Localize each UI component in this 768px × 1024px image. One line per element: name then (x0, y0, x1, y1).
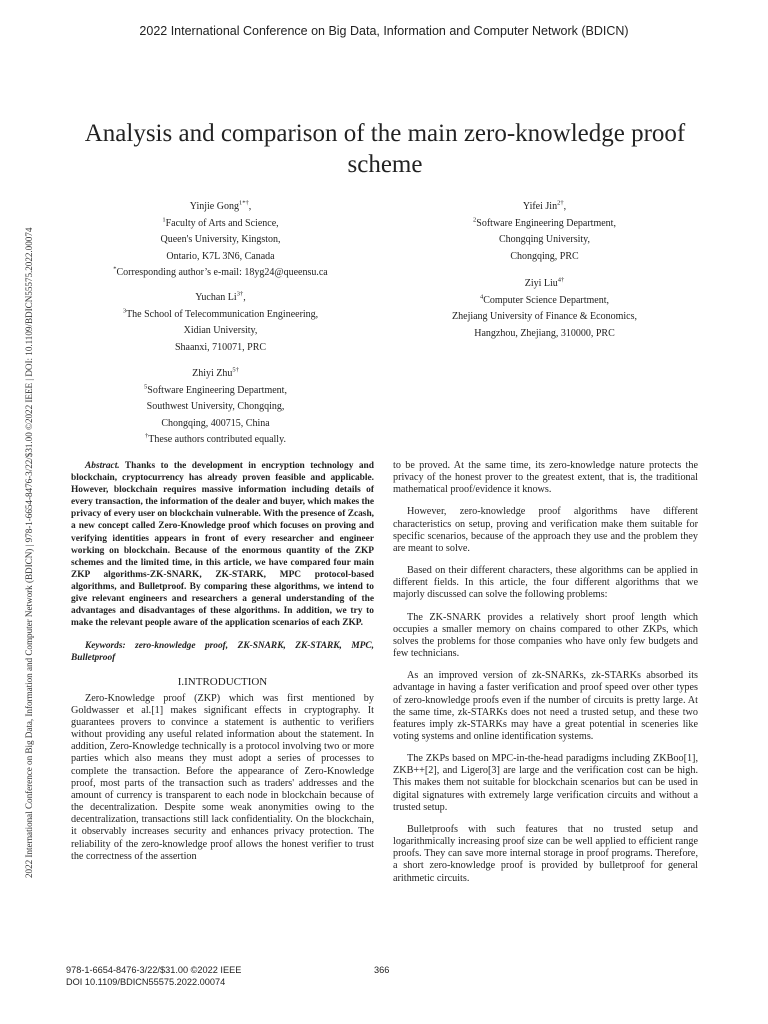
author-name: Yinjie Gong (189, 201, 239, 212)
page-number: 366 (374, 965, 390, 975)
author-affiliation: Chongqing, 400715, China (161, 417, 270, 429)
author-name: Zhiyi Zhu (192, 368, 233, 379)
abstract (71, 460, 374, 629)
abstract-label: Abstract. (85, 461, 120, 471)
author-affiliation: Software Engineering Department, (147, 384, 287, 396)
body-paragraph: The ZKPs based on MPC-in-the-head paradigms including ZKBoo[1], ZKB++[2], and Ligero[3] are large and the verification cost can be high. This makes them not suitable for blockchain scenarios but can be used in digital signatures with extremely large verification circuits and without a trusted setup. (393, 753, 698, 813)
author-affiliation: Xidian University, (183, 325, 258, 336)
author-block: Yinjie Gong$^{1*\dagger}$, $^1$Faculty of Arts and Science, Queen's University, Kingston, Ontario, K7L 3N6, Canada *Corresponding author’s e-mail: 18yg24@queensu.ca (98, 199, 343, 282)
paper-title: Analysis and comparison of the main zero-knowledge proof scheme (84, 120, 686, 178)
author-affiliation: Software Engineering Department, (476, 217, 616, 229)
side-identifier-strip: 2022 International Conference on Big Data, Information and Computer Network (BDICN) | 978-1-6654-8476-3/22/$31.00 ©2022 IEEE | DOI: 10.1109/BDICN55575.2022.00074 (24, 227, 34, 878)
right-column (393, 460, 698, 885)
body-paragraph: Bulletproofs with such features that no trusted setup and logarithmically increasing proof size can be well applied to efficient range proofs. They can save more internal storage in proof programs. Therefore, a short zero-knowledge proof is provided by bulletproof for general arithmetic circuits. (393, 823, 698, 884)
author-affiliation: Southwest University, Chongqing, (146, 401, 285, 412)
left-column (71, 460, 374, 863)
conference-header: 2022 International Conference on Big Data, Information and Computer Network (BDICN) (139, 24, 629, 38)
author-block: Yuchan $Li^{3\dagger}$, $^3$The School of Telecommunication Engineering, Xidian University, Shaanxi, 710071, PRC (98, 290, 343, 356)
author-affiliation: Zhejiang University of Finance & Economics, (452, 311, 637, 322)
footer-doi: DOI 10.1109/BDICN55575.2022.00074 (66, 976, 226, 987)
author-affiliation: Hangzhou, Zhejiang, 310000, PRC (474, 327, 615, 339)
author-affiliation: Ontario, K7L 3N6, Canada (166, 250, 275, 262)
author-affiliation: Computer Science Department, (483, 294, 610, 306)
footer-isbn: 978-1-6654-8476-3/22/$31.00 ©2022 IEEE (66, 965, 242, 975)
author-affiliation: Chongqing University, (498, 234, 590, 245)
author-affiliation: Faculty of Arts and Science, (165, 217, 279, 229)
author-name: Ziyi Liu (524, 278, 558, 289)
body-paragraph: to be proved. At the same time, its zero-knowledge nature protects the privacy of the honest prover to the greatest extent, that is, the traditional mathematical proof/evidence it knows. (393, 460, 698, 496)
author-email: Corresponding author’s e-mail: 18yg24@queensu.ca (116, 267, 328, 278)
body-paragraph: Zero-Knowledge proof (ZKP) which was first mentioned by Goldwasser et al.[1] makes significant effects in cryptography. It guarantees provers to convince a statement is authentic to verifiers without providing any useful related information about the statement. In addition, Zero-Knowledge technically is a protocol involving two or more parties which also means they must adopt a series of processes to complete the transaction. Before the appearance of Zero-Knowledge proof, most parts of the transaction such as traders' addresses and the amount of currency is transparent to each node in blockchain because of the decentralization. Despite some weak anonymities owing to the decentralization, transactions still lack confidentiality. On the blockchain, it observably increases security and enhances privacy protection. The reliability of the zero-knowledge proof allows the honest verifier to trust the correctness of the assertion (71, 692, 374, 862)
footer-identifiers (66, 965, 241, 988)
author-affiliation: Chongqing, PRC (510, 250, 579, 262)
author-name: Yuchan Li (195, 292, 237, 303)
author-affiliation: Shaanxi, 710071, PRC (174, 341, 267, 353)
abstract-text: Thanks to the development in encryption technology and blockchain, cryptocurrency has already proven feasible and applicable. However, blockchain requires massive information including details of every transaction, the information of the dealer and buyer, which makes the privacy of every user on blockchain vulnerable. With the presence of Zcash, a new concept called Zero-Knowledge proof which focuses on proving and verifying identities appears in front of every researcher and engineer working on blockchain. Because of the enormous quantity of the ZKP schemes and the limited time, in this article, we have compared four main ZKP algorithms-ZK-SNARK, ZK-STARK, MPC protocol-based algorithms, and Bulletproof. By comparing these algorithms, we intend to give relevant engineers and researchers a general understanding of the advantages and disadvantages of these algorithms. In addition, we try to make the relevant people aware of the application scenarios of each ZKP. (71, 461, 374, 629)
author-note: These authors contributed equally. (148, 434, 286, 445)
section-heading: I.INTRODUCTION (177, 675, 268, 688)
body-paragraph: However, zero-knowledge proof algorithms have different characteristics on setup, proving and verification make them suitable for specific scenarios, because of the approach they use and the problem they are meant to solve. (393, 506, 698, 554)
author-affiliation: The School of Telecommunication Engineering, (126, 308, 319, 320)
author-block: Ziyi Liu$^{4\dagger}$ $^4$Computer Science Department, Zhejiang University of Finance & Economics, Hangzhou, Zhejiang, 310000, PRC (412, 276, 677, 342)
keywords: Keywords: zero-knowledge proof, ZK-SNARK, ZK-STARK, MPC, Bulletproof (71, 641, 374, 664)
body-paragraph: The ZK-SNARK provides a relatively short proof length which occupies a smaller memory on chains compared to other ZKPs, which solves the problems for those companies who have only few budgets and few technicians. (393, 611, 698, 660)
author-affiliation: Queen's University, Kingston, (160, 234, 281, 245)
body-paragraph: As an improved version of zk-SNARKs, zk-STARKs absorbed its advantage in having a faster verification and proof speed over other types of zero-knowledge proofs even if the number of circuits is pretty large. At the same time, zk-STARKs does not need a trusted setup, and these two features imply zk-STARKs may have a great potential in sceneries like voting systems and online identification systems. (393, 670, 698, 742)
body-paragraph: Based on their different characters, these algorithms can be applied in different fields. In this article, the four different algorithms that we majorly discussed can solve the following problems: (393, 565, 698, 601)
author-block: Yifei Jin$^{2\dagger}$, $^2$Software Engineering Department, Chongqing University, Chongqing, PRC (422, 199, 667, 265)
author-name: Yifei Jin (522, 201, 558, 212)
author-block: Zhiyi Zhu$^{5\dagger}$ $^5$Software Engineering Department, Southwest University, Chongqing, Chongqing, 400715, China †These authors contributed equally. (93, 366, 338, 449)
